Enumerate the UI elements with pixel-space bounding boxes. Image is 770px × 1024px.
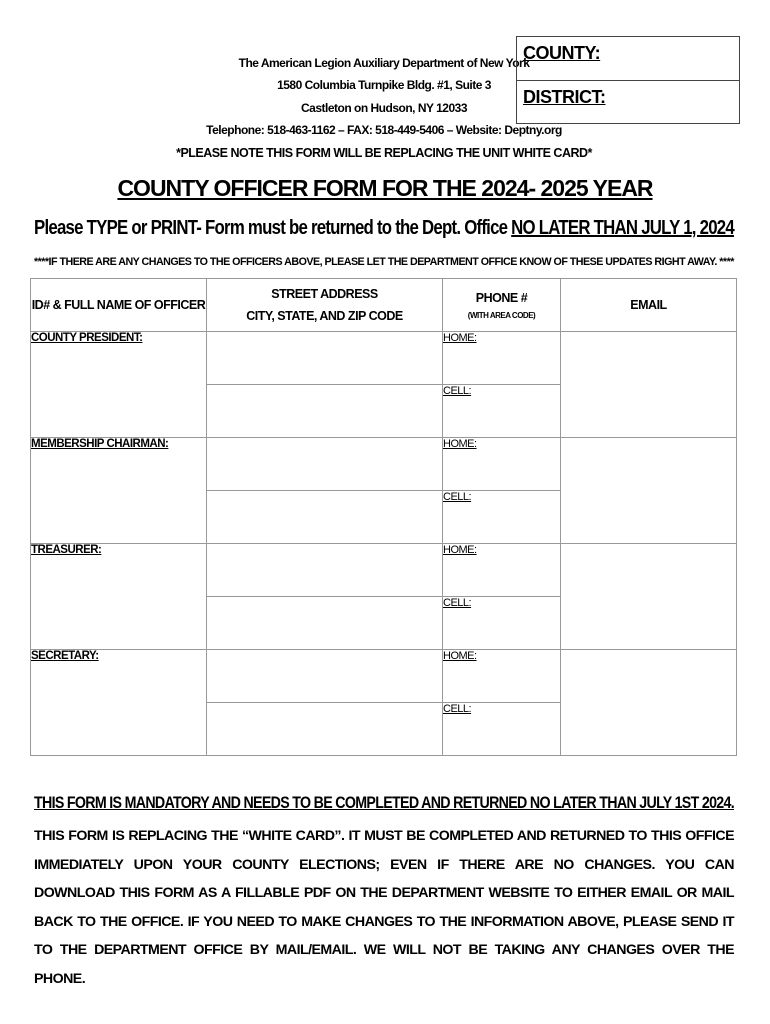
address-cell[interactable] [207, 703, 443, 756]
home-phone-cell[interactable]: HOME: [443, 332, 561, 385]
role-label: MEMBERSHIP CHAIRMAN: [31, 438, 169, 450]
table-row [31, 438, 737, 491]
instruction-deadline: NO LATER THAN JULY 1, 2024 [511, 217, 734, 239]
address-cell[interactable] [207, 438, 443, 491]
address-cell[interactable] [207, 544, 443, 597]
org-contact: Telephone: 518-463-1162 – FAX: 518-449-5406 – Website: Deptny.org [206, 123, 562, 137]
officer-cell-treasurer[interactable] [31, 544, 207, 650]
officer-cell-membership[interactable] [31, 438, 207, 544]
org-city: Castleton on Hudson, NY 12033 [301, 101, 467, 115]
address-cell[interactable] [207, 332, 443, 385]
email-cell[interactable] [561, 438, 737, 544]
cell-phone-cell[interactable]: CELL: [443, 385, 561, 438]
officer-cell-president[interactable] [31, 332, 207, 438]
org-name: The American Legion Auxiliary Department of New York [238, 56, 530, 70]
email-cell[interactable] [561, 332, 737, 438]
address-cell[interactable] [207, 491, 443, 544]
instructions-paragraph: THIS FORM IS REPLACING THE “WHITE CARD”. IT MUST BE COMPLETED AND RETURNED TO THIS OFFICE IMMEDIATELY UPON YOUR COUNTY ELECTIONS; EVEN IF THERE ARE NO CHANGES. YOU CAN DOWNLOAD THIS FORM AS A FILLABLE PDF ON THE DEPARTMENT WEBSITE TO EITHER EMAIL OR MAIL BACK TO THE OFFICE. IF YOU NEED TO MAKE CHANGES TO THE INFORMATION ABOVE, PLEASE SEND IT TO THE DEPARTMENT OFFICE BY MAIL/EMAIL. WE WILL NOT BE TAKING ANY CHANGES OVER THE PHONE. [34, 828, 734, 987]
home-phone-cell[interactable]: HOME: [443, 544, 561, 597]
form-title: COUNTY OFFICER FORM FOR THE 2024- 2025 YEAR [117, 175, 653, 201]
instruction-line [34, 217, 734, 240]
officer-cell-secretary[interactable] [31, 650, 207, 756]
cell-phone-cell[interactable]: CELL: [443, 703, 561, 756]
table-header-row [31, 279, 737, 332]
mandatory-notice: THIS FORM IS MANDATORY AND NEEDS TO BE COMPLETED AND RETURNED NO LATER THAN JULY 1ST 2024. [34, 794, 735, 812]
email-cell[interactable] [561, 544, 737, 650]
col-header-phone: PHONE # (WITH AREA CODE) [443, 279, 561, 332]
org-street: 1580 Columbia Turnpike Bldg. #1, Suite 3 [277, 78, 491, 92]
county-district-box [516, 36, 740, 124]
county-field[interactable] [517, 37, 739, 80]
address-cell[interactable] [207, 650, 443, 703]
col-header-officer: ID# & FULL NAME OF OFFICER [31, 279, 207, 332]
home-phone-cell[interactable]: HOME: [443, 650, 561, 703]
table-row [31, 544, 737, 597]
col-header-address: STREET ADDRESS CITY, STATE, AND ZIP CODE [207, 279, 443, 332]
officers-table [30, 278, 737, 756]
address-cell[interactable] [207, 597, 443, 650]
cell-phone-cell[interactable]: CELL: [443, 491, 561, 544]
home-phone-cell[interactable]: HOME: [443, 438, 561, 491]
col-header-email: EMAIL [561, 279, 737, 332]
district-label: DISTRICT: [523, 87, 606, 107]
table-row [31, 650, 737, 703]
role-label: COUNTY PRESIDENT: [31, 332, 143, 344]
county-label: COUNTY: [523, 43, 601, 63]
address-cell[interactable] [207, 385, 443, 438]
role-label: SECRETARY: [31, 650, 99, 662]
email-cell[interactable] [561, 650, 737, 756]
district-field[interactable] [517, 80, 739, 123]
instruction-prefix: Please TYPE or PRINT- Form must be returned to the Dept. Office [34, 217, 512, 239]
role-label: TREASURER: [31, 544, 102, 556]
cell-phone-cell[interactable]: CELL: [443, 597, 561, 650]
changes-notice: ****IF THERE ARE ANY CHANGES TO THE OFFICERS ABOVE, PLEASE LET THE DEPARTMENT OFFICE KNOW OF THESE UPDATES RIGHT AWAY. **** [34, 256, 734, 268]
table-row [31, 332, 737, 385]
replace-note: *PLEASE NOTE THIS FORM WILL BE REPLACING THE UNIT WHITE CARD* [176, 146, 592, 160]
